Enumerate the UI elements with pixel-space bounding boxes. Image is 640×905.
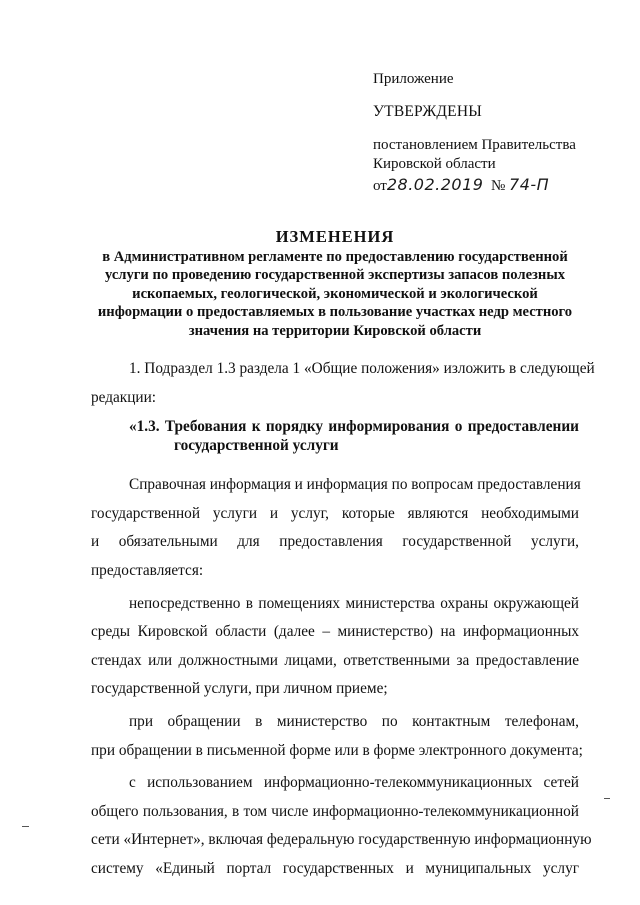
text-line: Справочная информация и информация по вопросам предоставления [129, 476, 581, 494]
title-line: ископаемых, геологической, экономической и экологической [132, 285, 538, 302]
appendix-label: Приложение [373, 71, 454, 87]
text-line: и обязательными для предоставления государственной услуги, [91, 533, 579, 551]
section-heading-line: «1.3. Требования к порядку информирования о предоставлении [129, 418, 579, 436]
handwritten-date: 28.02.2019 [386, 175, 484, 194]
text-line: при обращении в письменной форме или в форме электронного документа; [91, 741, 583, 759]
text-line: с использованием информационно-телекоммуникационных сетей [129, 774, 579, 792]
document-title-block [70, 228, 600, 340]
number-sign: № [490, 178, 506, 194]
text-line: сети «Интернет», включая федеральную государственную информационную [91, 831, 592, 849]
text-line: стендах или должностными лицами, ответственными за предоставление [91, 651, 579, 669]
title-line: значения на территории Кировской области [188, 322, 482, 339]
approved-label: УТВЕРЖДЕНЫ [373, 103, 482, 120]
scan-mark [604, 798, 610, 799]
text-line: систему «Единый портал государственных и муниципальных услуг [91, 859, 579, 877]
approval-block [373, 70, 613, 196]
paragraph-5 [91, 769, 592, 883]
text-line: государственной услуги, при личном приеме; [91, 680, 388, 698]
text-line: непосредственно в помещениях министерства охраны окружающей [129, 594, 579, 612]
date-prefix: от [373, 178, 387, 194]
paragraph-2 [91, 471, 579, 585]
paragraph-4 [91, 708, 583, 765]
handwritten-number: 74-П [509, 175, 550, 194]
text-line: предоставляется: [91, 561, 204, 579]
title-line: услуги по проведению государственной экспертизы запасов полезных [104, 267, 566, 283]
decree-date-number [373, 175, 613, 196]
text-line: среды Кировской области (далее – министерство) на информационных [91, 623, 579, 641]
text-line: государственной услуги и услуг, которые являются необходимыми [91, 504, 579, 522]
decree-reference [373, 136, 613, 196]
section-heading-line: государственной услуги [174, 437, 339, 455]
text-line: 1. Подраздел 1.3 раздела 1 «Общие положения» изложить в следующей [129, 360, 595, 377]
text-line: общего пользования, в том числе информационно-телекоммуникационной [91, 802, 579, 820]
decree-line-1: постановлением Правительства [373, 137, 576, 153]
document-body [91, 355, 595, 888]
decree-line-2: Кировской области [373, 156, 496, 172]
title-line: в Административном регламенте по предоставлению государственной [102, 248, 568, 265]
section-heading-1-3 [91, 417, 579, 455]
title-line: информации о предоставляемых в пользование участках недр местного [97, 304, 573, 320]
scan-mark [22, 826, 29, 827]
paragraph-1 [91, 355, 595, 412]
paragraph-3 [91, 590, 579, 704]
document-title: ИЗМЕНЕНИЯ [275, 227, 395, 246]
text-line: редакции: [91, 388, 157, 406]
text-line: при обращении в министерство по контактным телефонам, [129, 712, 579, 730]
